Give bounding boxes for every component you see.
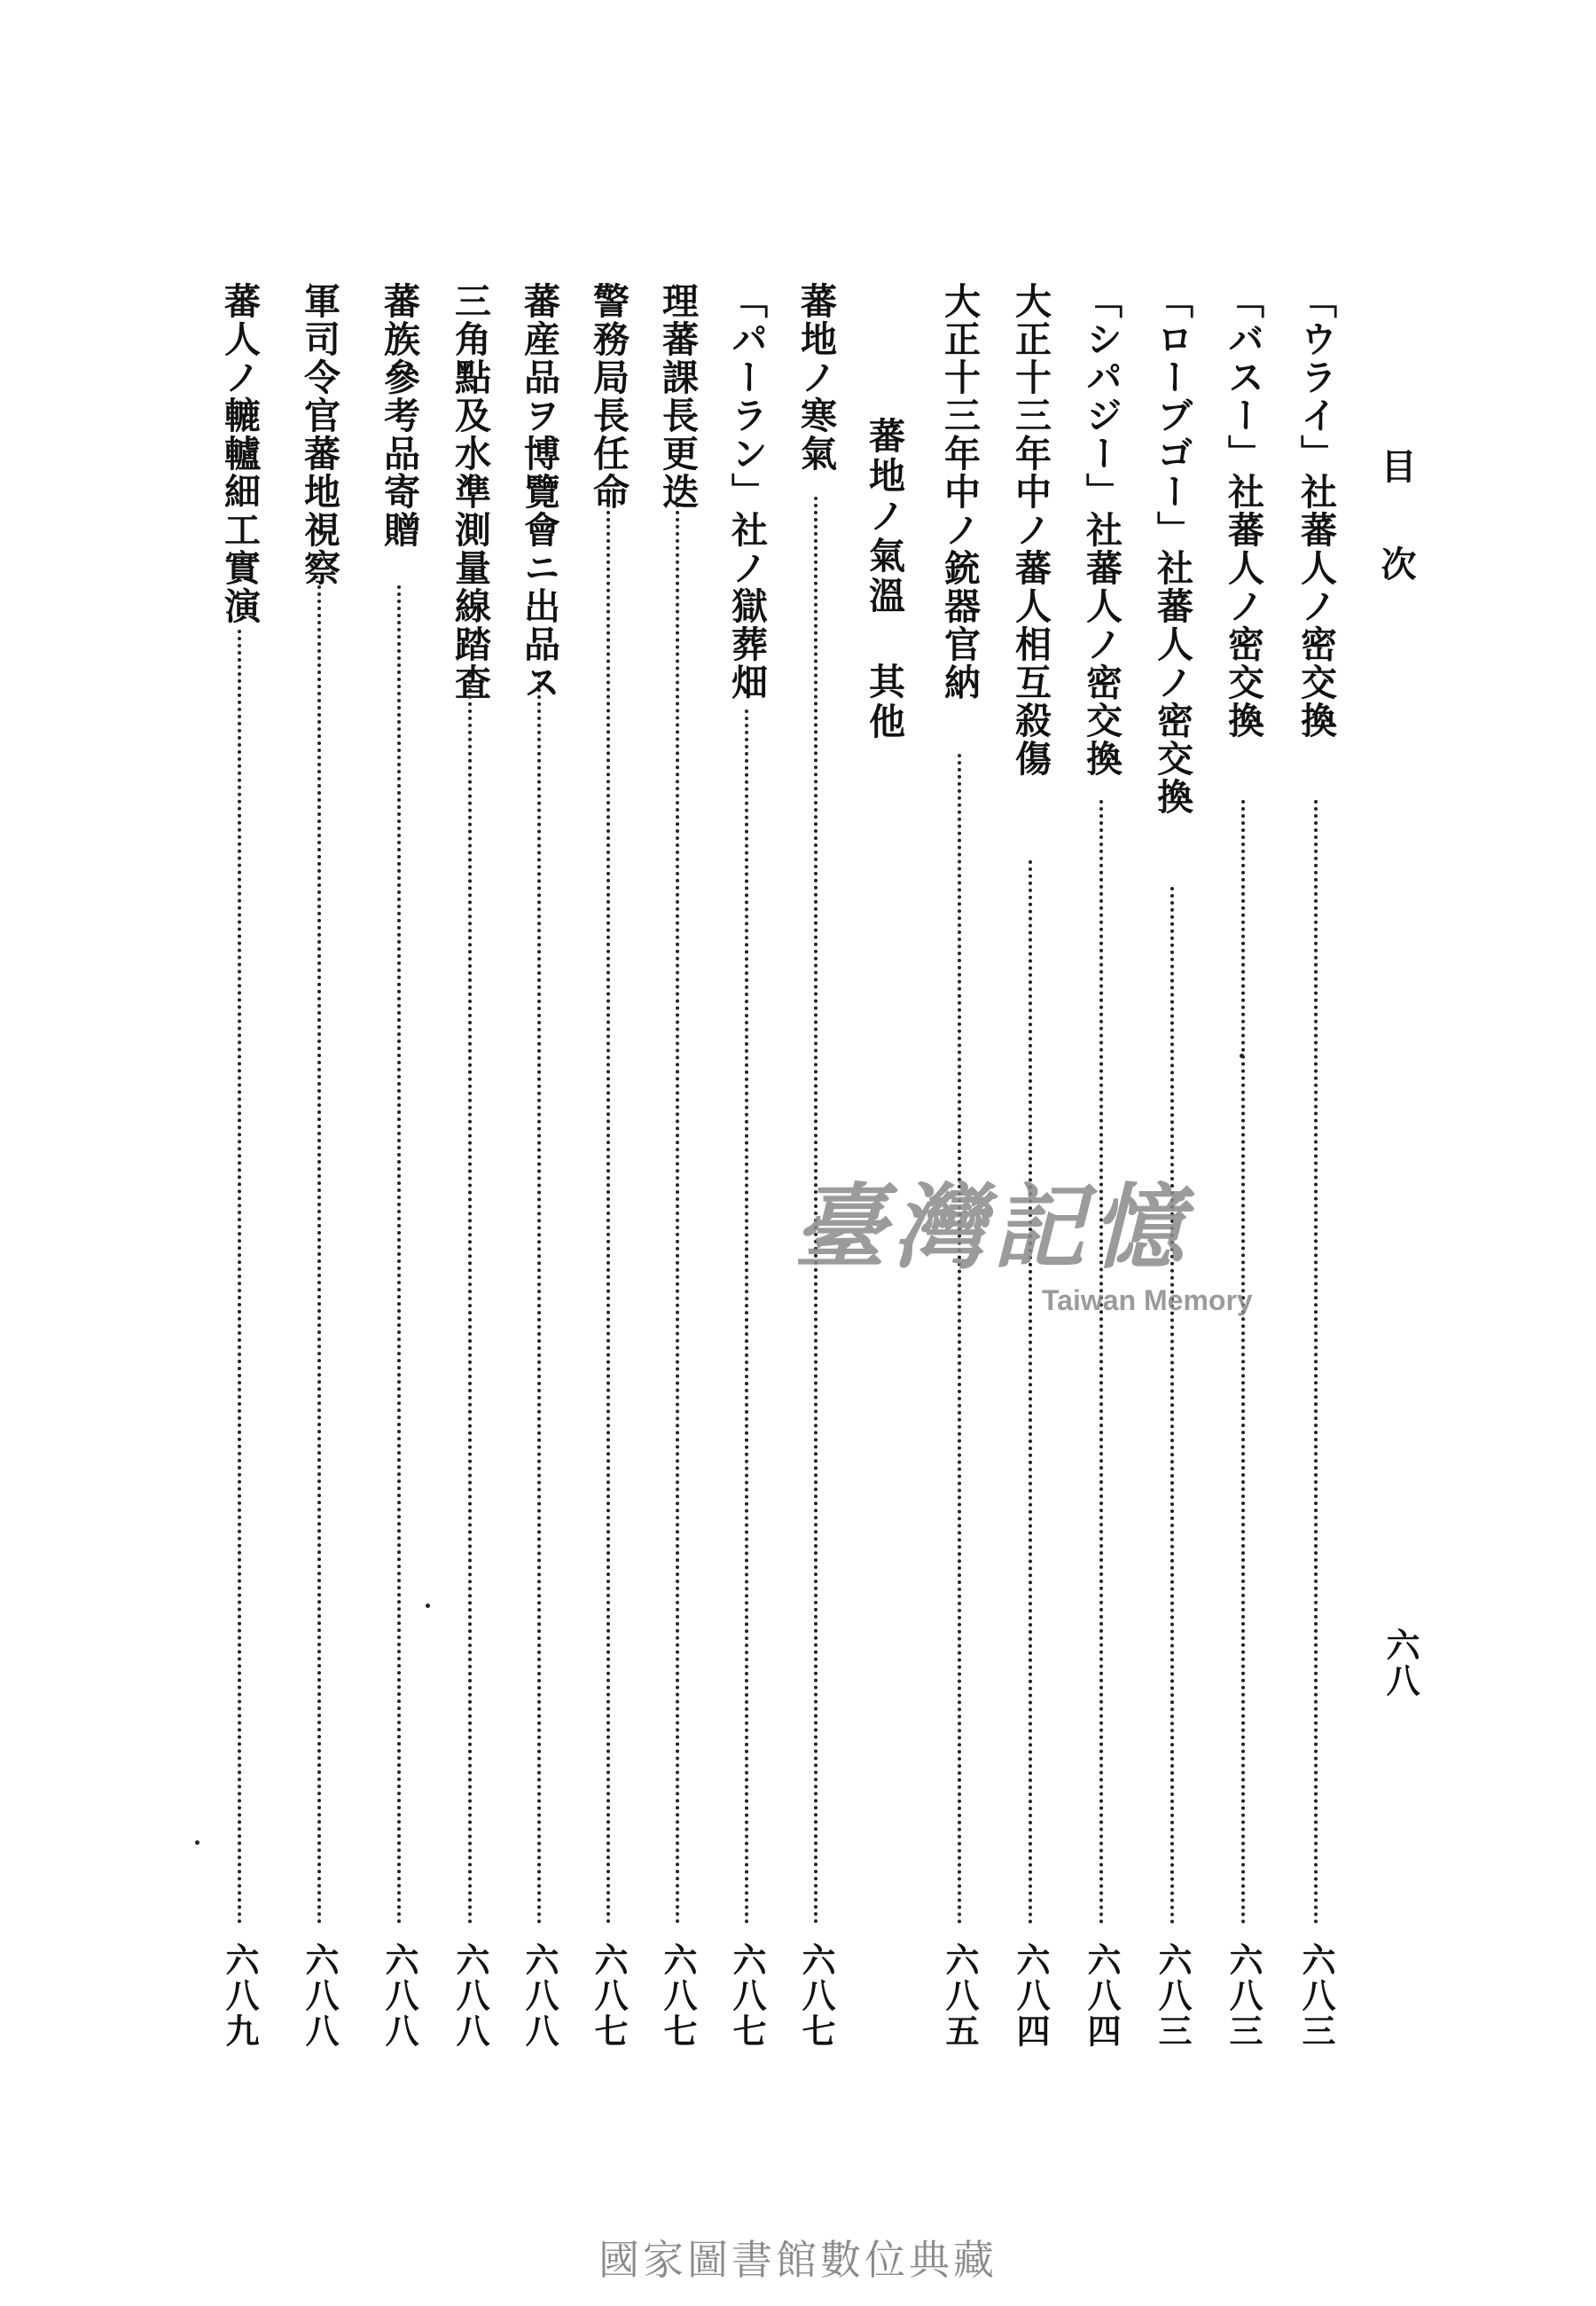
toc-entry — [720, 0, 773, 2306]
watermark-english-text: Taiwan Memory — [1042, 1284, 1253, 1316]
toc-entry-page: 六八八 — [520, 1942, 559, 2049]
dotted-leader — [397, 585, 401, 1925]
dotted-leader — [537, 674, 541, 1925]
toc-entry-title: 「ローブゴー」社蕃人ノ密交換 — [1151, 282, 1193, 816]
dotted-leader — [676, 497, 679, 1925]
toc-entry-title: 大正十三年中ノ銃器官納 — [938, 282, 981, 702]
toc-entry — [372, 0, 426, 2306]
dotted-leader — [606, 497, 610, 1925]
page-header-title: 目次 — [1375, 448, 1417, 643]
toc-entry-title: 蕃族參考品寄贈 — [378, 282, 420, 549]
toc-entry-title: 「パーラン」社ノ獄葬畑 — [725, 282, 768, 702]
toc-entry-page: 六八三 — [1153, 1942, 1193, 2049]
toc-entry-page: 六八四 — [1082, 1942, 1122, 2049]
dotted-leader — [1241, 800, 1245, 1925]
scan-speck — [1240, 1054, 1244, 1058]
toc-entry-page: 六八八 — [450, 1942, 490, 2049]
dotted-leader — [958, 754, 961, 1925]
dotted-leader — [1099, 800, 1103, 1925]
toc-entry-page: 六八七 — [727, 1942, 767, 2049]
page-number: 六八 — [1381, 1628, 1420, 1698]
toc-entry-title: 三角點及水準測量線踏査 — [449, 282, 491, 702]
toc-entry — [651, 0, 704, 2306]
toc-entry-page: 六八八 — [300, 1942, 340, 2049]
toc-entry-page: 六八九 — [220, 1942, 260, 2049]
dotted-leader — [1029, 860, 1032, 1925]
dotted-leader — [1170, 887, 1174, 1925]
dotted-leader — [1314, 800, 1318, 1925]
toc-entry — [582, 0, 635, 2306]
section-heading: 蕃地ノ氣溫 其他 — [863, 417, 905, 742]
toc-entry-page: 六八五 — [940, 1942, 980, 2049]
toc-entry-title: 「ウライ」社蕃人ノ密交換 — [1295, 282, 1337, 740]
toc-entry-title: 大正十三年中ノ蕃人相互殺傷 — [1009, 282, 1052, 778]
toc-entry-title: 理蕃課長更迭 — [656, 282, 699, 511]
toc-entry — [443, 0, 497, 2306]
dotted-leader — [317, 585, 321, 1925]
toc-entry-title: 警務局長任命 — [587, 282, 630, 511]
toc-entry-page: 六八七 — [796, 1942, 836, 2049]
dotted-leader — [745, 710, 748, 1925]
dotted-leader — [238, 630, 241, 1925]
toc-entry-title: 蕃産品ヲ博覽會ニ出品ス — [518, 282, 560, 702]
toc-entry-page: 六八四 — [1011, 1942, 1051, 2049]
footer-credit: 國家圖書館數位典藏 — [598, 2236, 998, 2284]
scan-speck — [426, 1604, 430, 1608]
toc-entry-title: 「バスー」社蕃人ノ密交換 — [1222, 282, 1264, 740]
toc-entry-title: 軍司令官蕃地視察 — [298, 282, 340, 587]
toc-entry-page: 六八三 — [1296, 1942, 1336, 2049]
toc-entry-title: 蕃地ノ寒氣 — [794, 282, 837, 473]
toc-entry-title: 「シパジー」社蕃人ノ密交換 — [1080, 282, 1123, 778]
toc-entry — [293, 0, 346, 2306]
toc-entry — [213, 0, 266, 2306]
toc-entry-page: 六八八 — [379, 1942, 419, 2049]
watermark-chinese-text: 臺灣記憶 — [794, 1173, 1192, 1282]
dotted-leader — [468, 674, 472, 1925]
toc-entry — [512, 0, 566, 2306]
watermark — [785, 1153, 1317, 1330]
toc-entry-page: 六八七 — [589, 1942, 629, 2049]
toc-entry-page: 六八三 — [1224, 1942, 1264, 2049]
scan-speck — [195, 1840, 200, 1845]
toc-entry-title: 蕃人ノ轆轤細工實演 — [218, 282, 261, 625]
toc-entry-page: 六八七 — [658, 1942, 698, 2049]
